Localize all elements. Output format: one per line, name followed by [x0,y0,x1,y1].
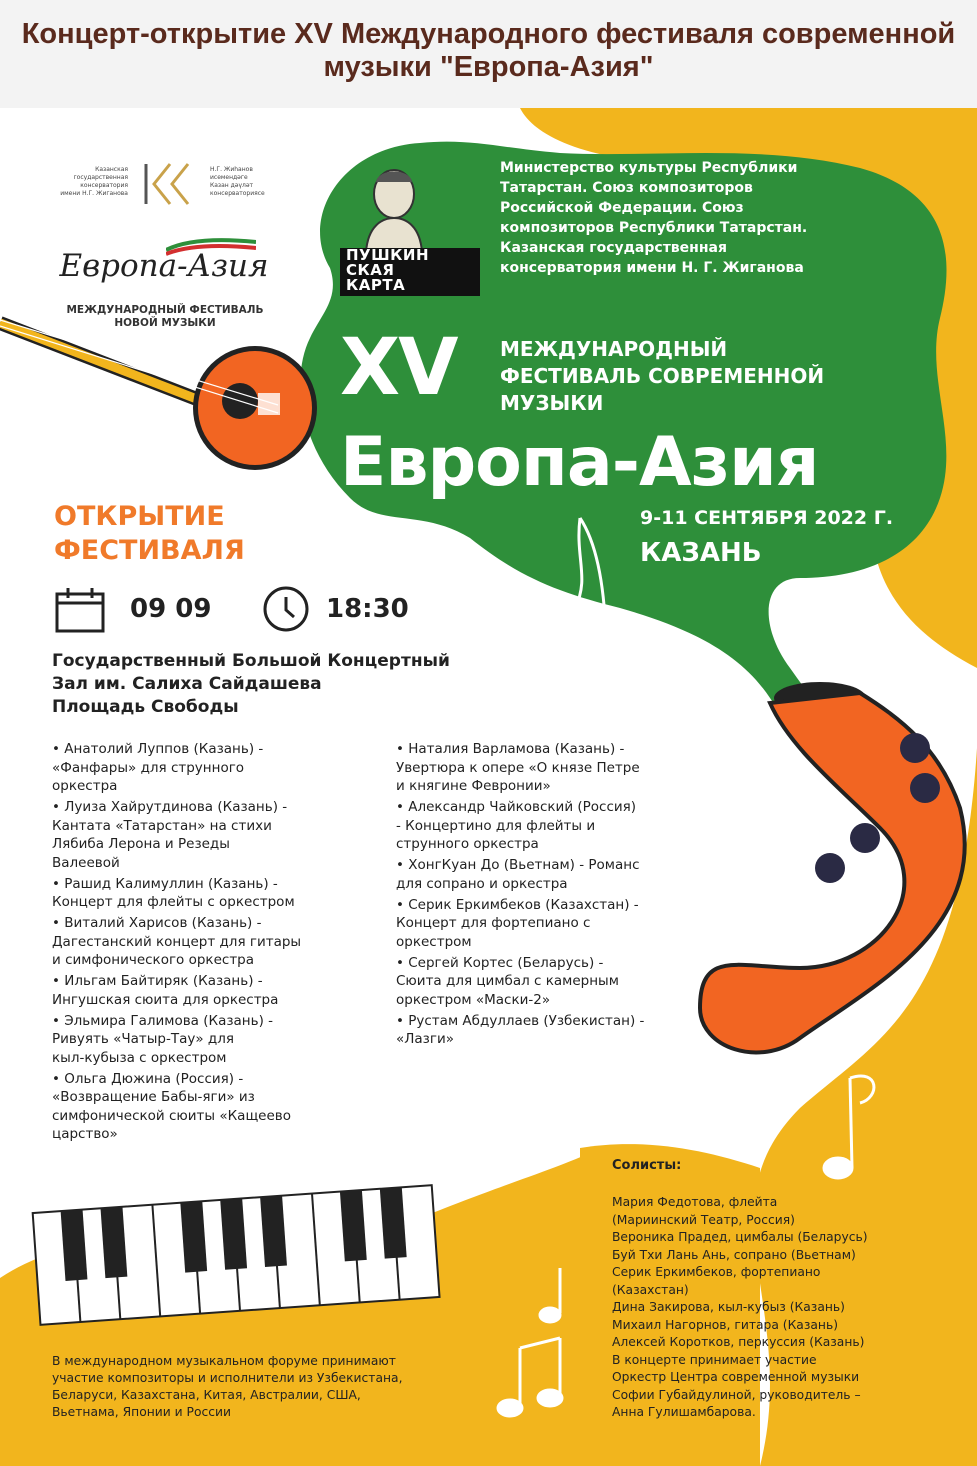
program-item: • Наталия Варламова (Казань) - Увертюра к опере «О князе Петре и княгине Февронии» [396,741,640,794]
page-header [0,0,977,109]
program-item: • Рустам Абдуллаев (Узбекистан) - «Лазги» [396,1012,645,1047]
soloists-list: Мария Федотова, флейта (Мариинский Театр, Россия) Вероника Прадед, цимбалы (Беларусь) Буй Тхи Лань Ань, сопрано (Вьетнам) Серик Еркимбеков, фортепиано (Казахстан) Дина Закирова, кыл-кубыз (Казань) Михаил Нагорнов, гитара (Казань) Алексей Коротков, перкуссия (Казань) В концерте принимает участие Оркестр Центра современной музыки Софии Губайдулиной, руководитель – Анна Гулишамбарова. [612,1195,868,1419]
program-item: • Ольга Дюжина (Россия) - «Возвращение Бабы-яги» из симфонической сюиты «Кащеево царство» [52,1070,291,1142]
pushkin-card-line-1: ПУШКИН [346,246,430,264]
festival-number: XV [340,323,457,413]
program-item: • Анатолий Луппов (Казань) - «Фанфары» для струнного оркестра [52,741,264,794]
event-date: 09 09 [130,594,212,624]
pushkin-card-line-3: КАРТА [346,276,406,294]
program-item: • ХонгКуан До (Вьетнам) - Романс для сопрано и оркестра [396,857,640,892]
program-column-2 [396,740,696,1051]
event-venue: Государственный Большой Концертный Зал им. Салиха Сайдашева Площадь Свободы [52,651,450,717]
pushkin-card-line-2: СКАЯ [346,261,395,279]
program-item: • Серик Еркимбеков (Казахстан) - Концерт для фортепиано с оркестром [396,896,639,950]
conservatory-logo-icon [140,160,200,208]
organizers-text: Министерство культуры Республики Татарстан. Союз композиторов Российской Федерации. Союз композиторов Республики Татарстан. Казанская государственная консерватория имени Н. Г. Жиганова [500,160,808,276]
program-item: • Рашид Калимуллин (Казань) - Концерт для флейты с оркестром [52,875,295,910]
program-item: • Ильгам Байтиряк (Казань) - Ингушская сюита для оркестра [52,973,279,1008]
pushkin-card-logo [340,248,480,296]
program-item: • Виталий Харисов (Казань) - Дагестанский концерт для гитары и симфонического оркестра [52,915,302,968]
conservatory-logo-text-tt: Н.Г. Жиһанов исемендәге Казан дәүләт консерваториясе [210,166,265,197]
pushkin-portrait-icon [356,160,432,252]
opening-heading: ОТКРЫТИЕ ФЕСТИВАЛЯ [54,501,245,566]
clock-icon [262,585,310,633]
program-item: • Луиза Хайрутдинова (Казань) - Кантата «Татарстан» на стихи Лябиба Лерона и Резеды Валеевой [52,799,288,871]
festival-dates: 9-11 СЕНТЯБРЯ 2022 Г. [640,507,894,529]
festival-subtitle: МЕЖДУНАРОДНЫЙ ФЕСТИВАЛЬ СОВРЕМЕННОЙ МУЗЫКИ [500,337,825,415]
festival-logo-flag [166,236,256,258]
program-column-1 [52,740,352,1146]
festival-title: Европа-Азия [340,423,819,502]
calendar-icon [54,586,106,634]
program-item: • Александр Чайковский (Россия) - Концертино для флейты и струнного оркестра [396,799,637,852]
page-title: Концерт-открытие XV Международного фестиваля современной музыки "Европа-Азия" [21,18,956,83]
conservatory-logo-text-ru: Казанская государственная консерватория имени Н.Г. Жиганова [60,166,128,197]
program-item: • Эльмира Галимова (Казань) - Ривуять «Чатыр-Тау» для кыл-кубыза с оркестром [52,1012,274,1066]
festival-city: КАЗАНЬ [640,538,762,568]
festival-poster [0,108,977,1466]
guitar-illustration [0,320,317,470]
program-item: • Сергей Кортес (Беларусь) - Сюита для цимбал с камерным оркестром «Маски-2» [396,954,619,1008]
participants-note: В международном музыкальном форуме принимают участие композиторы и исполнители из Узбекистана, Беларуси, Казахстана, Китая, Австралии, США, Вьетнама, Японии и России [52,1354,403,1419]
event-time: 18:30 [326,594,409,624]
soloists-heading: Солисты: [612,1158,682,1173]
festival-logo-script: Европа-Азия [59,248,269,284]
festival-logo-caption: МЕЖДУНАРОДНЫЙ ФЕСТИВАЛЬ НОВОЙ МУЗЫКИ [66,304,264,329]
